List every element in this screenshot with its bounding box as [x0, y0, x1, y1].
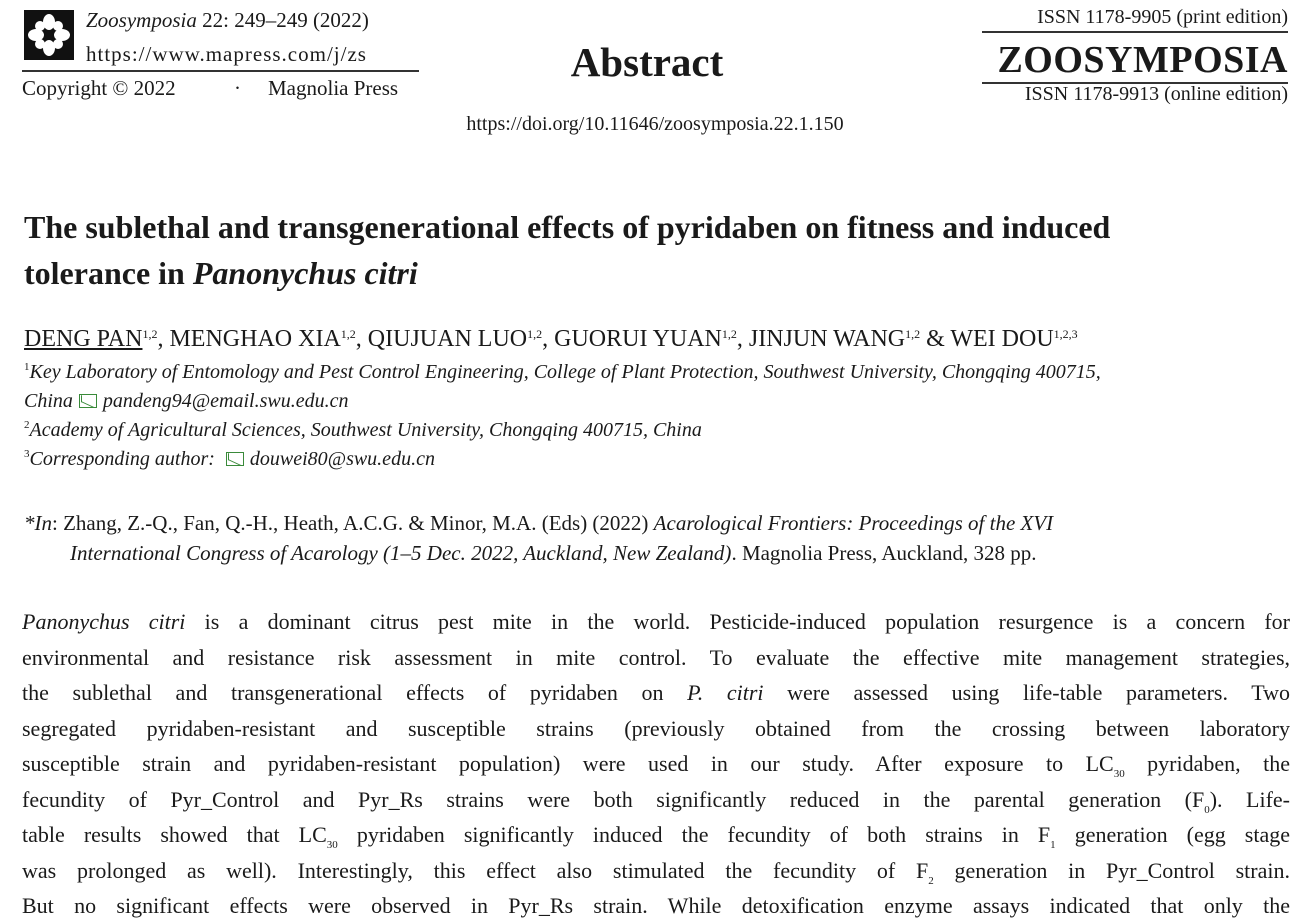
- journal-name: Zoosymposia: [86, 8, 197, 32]
- proceedings-citation: *In: Zhang, Z.-Q., Fan, Q.-H., Heath, A.C.G. & Minor, M.A. (Eds) (2022) Acarological Frontiers: Proceedings of the XVI: [24, 511, 1054, 535]
- author-name: MENGHAO XIA: [169, 326, 341, 352]
- email-icon: [79, 394, 97, 408]
- abstract-line: segregated pyridaben-resistant and susceptible strains (previously obtained from the crossing between laboratory: [22, 715, 1290, 741]
- email-link-corresponding[interactable]: douwei80@swu.edu.cn: [249, 448, 435, 470]
- author-affiliation-sup: 1,2: [142, 327, 158, 341]
- citation-marker: *In: [24, 511, 52, 535]
- abstract-line: Panonychus citri is a dominant citrus pest mite in the world. Pesticide-induced population resurgence is a concern for: [22, 609, 1290, 634]
- abstract-line: was prolonged as well). Interestingly, this effect also stimulated the fecundity of $F_2$ generation in Pyr_Control strain.: [22, 857, 1290, 887]
- email-icon: [226, 452, 244, 466]
- author-name: JINJUN WANG: [748, 326, 906, 352]
- section-heading: Abstract: [570, 39, 724, 85]
- abstract-line: susceptible strain and pyridaben-resistant population) were used in our study. After exposure to $LC_{30}$ pyridaben, the: [22, 751, 1290, 780]
- journal-brand: ZOOSYMPOSIA: [997, 39, 1288, 81]
- affiliation-1: $^1$Key Laboratory of Entomology and Pest Control Engineering, College of Plant Protection, Southwest University, Chongqing 400715,: [24, 361, 1101, 383]
- article-title: [24, 204, 1289, 296]
- author-affiliation-sup: 1,2: [905, 327, 921, 341]
- author-name: QIUJUAN LUO: [367, 326, 528, 352]
- abstract-line: table results showed that $LC_{30}$ pyridaben significantly induced the fecundity of both strains in $F_1$ generation (egg stage: [22, 822, 1290, 851]
- title-line-2: tolerance in Panonychus citri: [24, 255, 418, 291]
- author-affiliation-sup: 1,2: [721, 327, 737, 341]
- author-list: DENG PAN$^{1,2}$, MENGHAO XIA$^{1,2}$, QIUJUAN LUO$^{1,2}$, GUORUI YUAN$^{1,2}$, JINJUN WANG$^{1,2}$ & WEI DOU$^{1,2,3}$: [24, 326, 1078, 352]
- email-link-author1[interactable]: pandeng94@email.swu.edu.cn: [102, 390, 349, 412]
- header-divider-right-top: [982, 31, 1288, 33]
- author-name: GUORUI YUAN: [554, 326, 722, 352]
- author-affiliation-sup: 1,2: [527, 327, 543, 341]
- author-name: WEI DOU: [950, 326, 1054, 352]
- abstract-body: [22, 604, 1290, 924]
- doi-link[interactable]: https://doi.org/10.11646/zoosymposia.22.1.150: [466, 113, 844, 135]
- abstract-line: environmental and resistance risk assessment in mite control. To evaluate the effective mite management strategies,: [22, 644, 1290, 670]
- abstract-line: But no significant effects were observed in Pyr_Rs strain. While detoxification enzyme assays indicated that only the: [22, 893, 1290, 918]
- journal-citation-line: [86, 8, 369, 33]
- affiliation-3: $^3$Corresponding author: douwei80@swu.edu.cn: [24, 448, 435, 470]
- author-affiliation-sup: 1,2: [340, 327, 356, 341]
- author-affiliation-sup: 1,2,3: [1053, 327, 1078, 341]
- volume-pages: 22: 249–249 (2022): [196, 8, 369, 32]
- title-species: Panonychus citri: [192, 255, 418, 291]
- title-line-1: The sublethal and transgenerational effects of pyridaben on fitness and induced: [24, 209, 1111, 245]
- abstract-line: fecundity of Pyr_Control and Pyr_Rs strains were both significantly reduced in the parental generation $(F_0)$. Life-: [22, 786, 1290, 816]
- abstract-line: the sublethal and transgenerational effects of pyridaben on P. citri were assessed using life-table parameters. Two: [22, 680, 1290, 705]
- journal-url-link[interactable]: https://www.mapress.com/j/zs: [86, 42, 367, 66]
- separator-dot: ·: [234, 76, 241, 100]
- affiliation-1-cont: China pandeng94@email.swu.edu.cn: [24, 390, 349, 412]
- issn-online: ISSN 1178-9913 (online edition): [1024, 83, 1288, 105]
- copyright: Copyright © 2022: [22, 76, 176, 100]
- proceedings-citation-cont: International Congress of Acarology (1–5 Dec. 2022, Auckland, New Zealand). Magnolia Press, Auckland, 328 pp.: [70, 541, 1037, 565]
- author-name[interactable]: DENG PAN: [24, 326, 143, 352]
- issn-print: ISSN 1178-9905 (print edition): [1037, 6, 1288, 28]
- publisher-name: Magnolia Press: [268, 76, 399, 100]
- affiliation-2: $^2$Academy of Agricultural Sciences, Southwest University, Chongqing 400715, China: [24, 419, 702, 441]
